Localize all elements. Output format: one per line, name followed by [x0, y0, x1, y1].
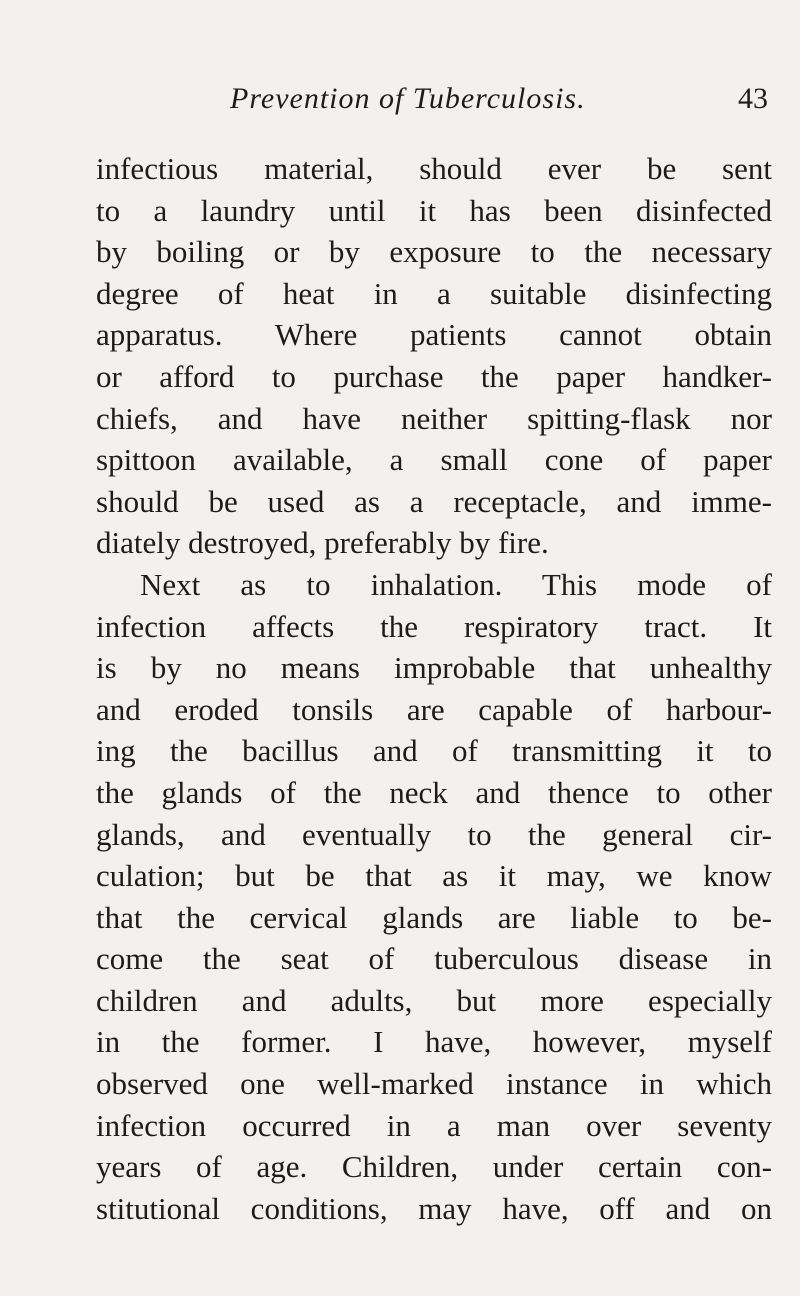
- text-line: observed one well-marked instance in which: [96, 1066, 772, 1102]
- text-line: that the cervical glands are liable to be-: [96, 899, 772, 935]
- text-line: should be used as a receptacle, and imme-: [96, 483, 772, 519]
- text-line: come the seat of tuberculous disease in: [96, 941, 772, 977]
- text-line: chiefs, and have neither spitting-flask nor: [96, 400, 772, 436]
- text-line: stitutional conditions, may have, off and on: [96, 1190, 772, 1226]
- text-line: infection affects the respiratory tract. It: [96, 608, 772, 644]
- text-line: infectious material, should ever be sent: [96, 151, 772, 186]
- text-line: and eroded tonsils are capable of harbour-: [96, 691, 772, 727]
- text-line: by boiling or by exposure to the necessary: [96, 234, 772, 270]
- text-line: degree of heat in a suitable disinfecting: [96, 275, 772, 311]
- text-line: or afford to purchase the paper handker-: [96, 358, 772, 394]
- page-number: 43: [738, 82, 768, 115]
- paragraph-start-line: Next as to inhalation. This mode of: [140, 566, 772, 602]
- text-line: is by no means improbable that unhealthy: [96, 650, 772, 686]
- text-line: ing the bacillus and of transmitting it to: [96, 733, 772, 769]
- body-text: [96, 148, 772, 1229]
- running-title: Prevention of Tuberculosis.: [230, 82, 586, 115]
- text-line: culation; but be that as it may, we know: [96, 858, 772, 894]
- text-line: apparatus. Where patients cannot obtain: [96, 317, 772, 353]
- text-line: the glands of the neck and thence to other: [96, 774, 772, 810]
- text-line: children and adults, but more especially: [96, 982, 772, 1018]
- text-line: in the former. I have, however, myself: [96, 1024, 772, 1060]
- page-header: [230, 82, 770, 122]
- text-line: diately destroyed, preferably by fire.: [96, 525, 549, 561]
- text-line: glands, and eventually to the general cir-: [96, 816, 772, 852]
- text-line: spittoon available, a small cone of paper: [96, 442, 772, 478]
- text-line: years of age. Children, under certain con-: [96, 1149, 772, 1185]
- text-line: infection occurred in a man over seventy: [96, 1107, 772, 1143]
- text-line: to a laundry until it has been disinfected: [96, 192, 772, 228]
